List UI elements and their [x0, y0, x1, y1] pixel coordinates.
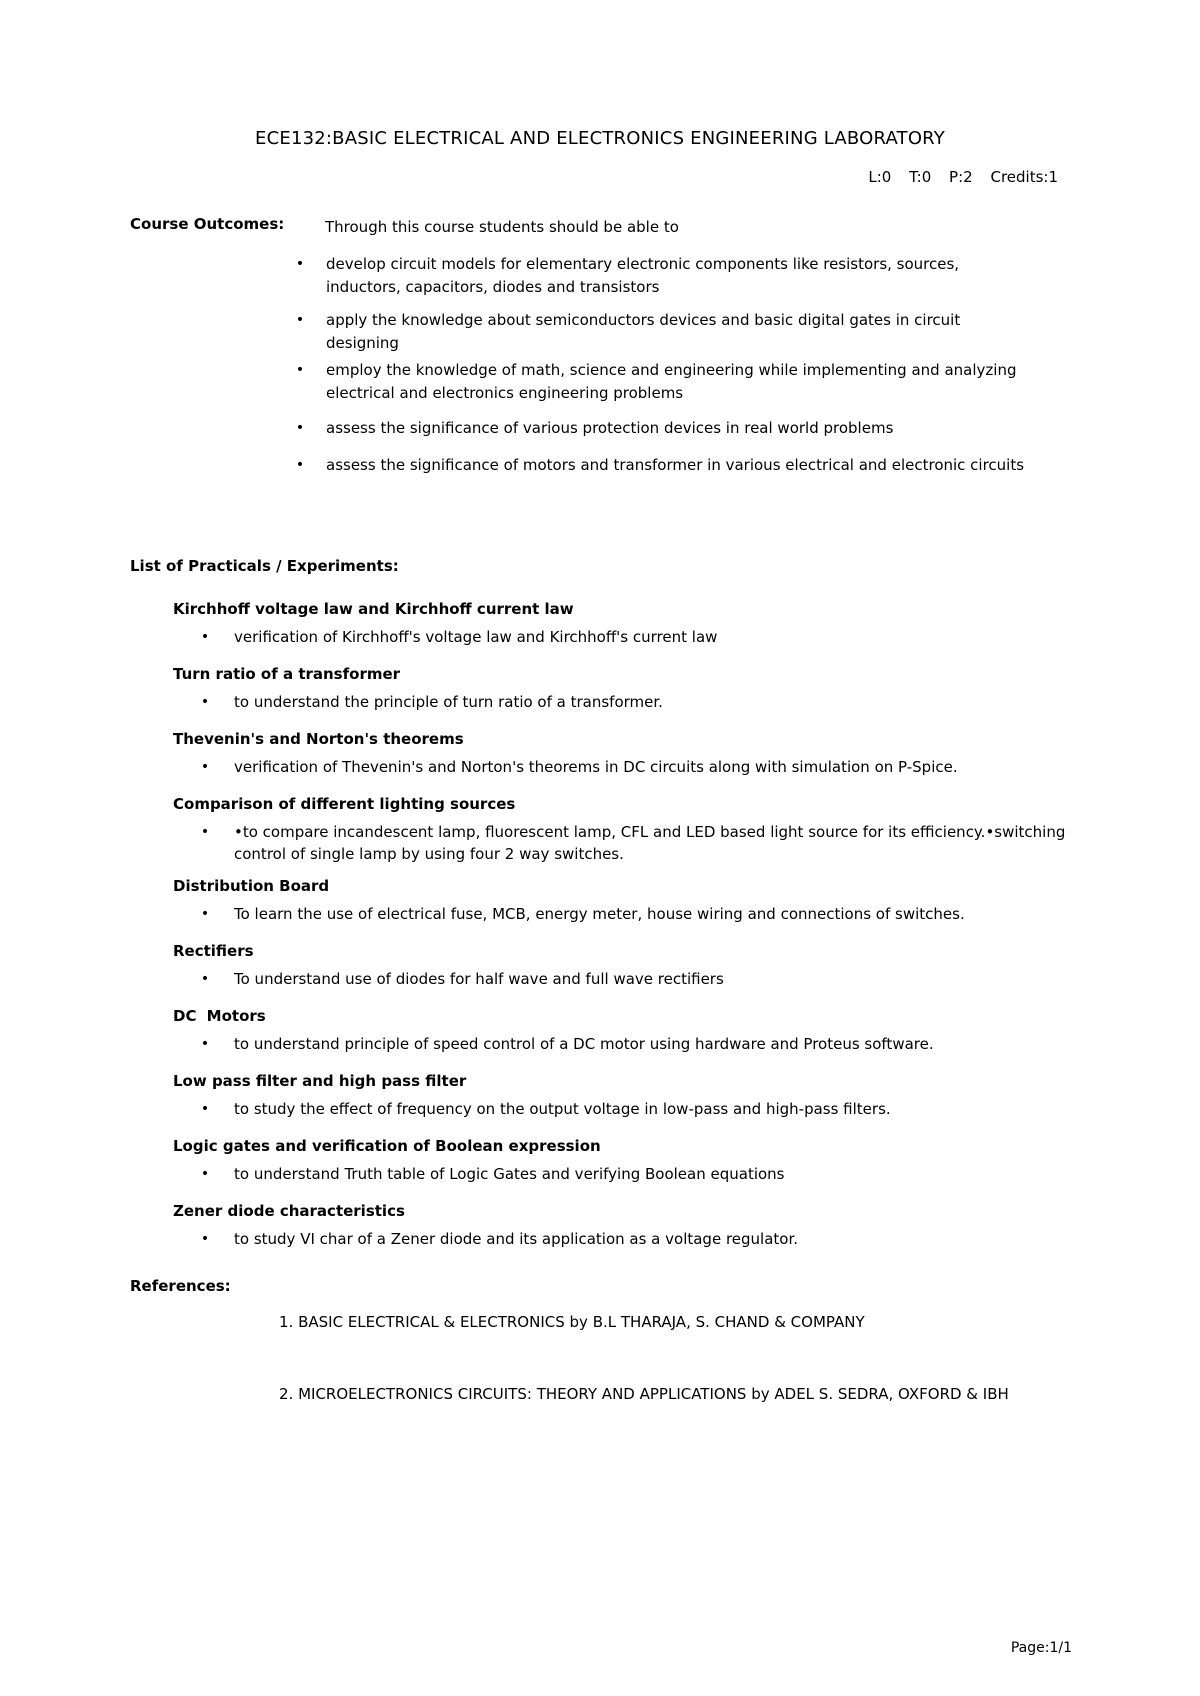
experiment [173, 1135, 1093, 1185]
course-outcomes-label: Course Outcomes: [130, 215, 285, 233]
experiment [173, 940, 1093, 990]
experiment-description: • verification of Thevenin's and Norton's theorems in DC circuits along with simulation on P-Spice. [173, 756, 1093, 778]
outcome-text: employ the knowledge of math, science and engineering while implementing and analyzing electrical and electronics engineering problems [326, 361, 1017, 402]
experiment-title: Logic gates and verification of Boolean expression [173, 1137, 601, 1155]
experiment-description: • to understand Truth table of Logic Gates and verifying Boolean equations [173, 1163, 1093, 1185]
experiment-title: Comparison of different lighting sources [173, 795, 516, 813]
experiment [173, 598, 1093, 648]
experiment-title: Turn ratio of a transformer [173, 665, 401, 683]
list-item [290, 359, 1030, 405]
experiment [173, 793, 1093, 865]
list-item [290, 309, 1030, 355]
bullet-icon: • [295, 312, 305, 328]
references-label: References: [130, 1277, 231, 1295]
course-outcomes-list [290, 253, 1030, 477]
bullet-icon: • [200, 1036, 210, 1052]
practicals-label: List of Practicals / Experiments: [130, 557, 399, 575]
experiment-title: Zener diode characteristics [173, 1202, 405, 1220]
course-outcomes-intro: Through this course students should be able to [325, 218, 679, 236]
outcome-text: assess the significance of various protection devices in real world problems [326, 419, 894, 437]
experiment [173, 875, 1093, 925]
list-item [290, 454, 1030, 477]
bullet-icon: • [200, 824, 210, 840]
outcome-text: develop circuit models for elementary electronic components like resistors, sources, inductors, capacitors, diodes and transistors [326, 255, 960, 296]
outcome-text: apply the knowledge about semiconductors devices and basic digital gates in circuit designing [326, 311, 961, 352]
bullet-icon: • [200, 1231, 210, 1247]
experiment-description: • verification of Kirchhoff's voltage law and Kirchhoff's current law [173, 626, 1093, 648]
experiment-title: Distribution Board [173, 877, 330, 895]
experiment-description: • •to compare incandescent lamp, fluorescent lamp, CFL and LED based light source for its efficiency.•switching control of single lamp by using four 2 way switches. [173, 821, 1093, 865]
experiment [173, 1005, 1093, 1055]
ltp-credits [868, 168, 1058, 186]
experiment [173, 728, 1093, 778]
experiment-description: • to study the effect of frequency on the output voltage in low-pass and high-pass filters. [173, 1098, 1093, 1120]
experiment-title: Thevenin's and Norton's theorems [173, 730, 464, 748]
experiment [173, 1200, 1093, 1250]
experiment-description: • To understand use of diodes for half wave and full wave rectifiers [173, 968, 1093, 990]
tutorial-hours: T:0 [909, 168, 932, 186]
experiment-description: • to study VI char of a Zener diode and its application as a voltage regulator. [173, 1228, 1093, 1250]
page-title: ECE132:BASIC ELECTRICAL AND ELECTRONICS ENGINEERING LABORATORY [255, 128, 945, 149]
bullet-icon: • [295, 420, 305, 436]
bullet-icon: • [200, 1166, 210, 1182]
experiment-description: • To learn the use of electrical fuse, MCB, energy meter, house wiring and connections of switches. [173, 903, 1093, 925]
credits: Credits:1 [990, 168, 1058, 186]
bullet-icon: • [295, 256, 305, 272]
bullet-icon: • [200, 1101, 210, 1117]
experiment-description: • to understand the principle of turn ratio of a transformer. [173, 691, 1093, 713]
practicals-list [173, 598, 1093, 1250]
experiment-title: Kirchhoff voltage law and Kirchhoff current law [173, 600, 574, 618]
lecture-hours: L:0 [868, 168, 892, 186]
experiment-description: • to understand principle of speed control of a DC motor using hardware and Proteus software. [173, 1033, 1093, 1055]
page-number: Page:1/1 [1010, 1640, 1072, 1656]
list-item [290, 417, 1030, 440]
experiment [173, 663, 1093, 713]
reference-item: 1. BASIC ELECTRICAL & ELECTRONICS by B.L THARAJA, S. CHAND & COMPANY [279, 1313, 865, 1331]
bullet-icon: • [200, 906, 210, 922]
bullet-icon: • [295, 362, 305, 378]
bullet-icon: • [200, 629, 210, 645]
experiment-title: DC Motors [173, 1007, 266, 1025]
experiment-title: Rectifiers [173, 942, 254, 960]
bullet-icon: • [200, 759, 210, 775]
bullet-icon: • [200, 971, 210, 987]
experiment [173, 1070, 1093, 1120]
list-item [290, 253, 1030, 299]
reference-item: 2. MICROELECTRONICS CIRCUITS: THEORY AND APPLICATIONS by ADEL S. SEDRA, OXFORD & IBH [279, 1385, 1009, 1403]
outcome-text: assess the significance of motors and transformer in various electrical and electronic circuits [326, 456, 1025, 474]
practical-hours: P:2 [949, 168, 973, 186]
experiment-title: Low pass filter and high pass filter [173, 1072, 467, 1090]
bullet-icon: • [200, 694, 210, 710]
bullet-icon: • [295, 457, 305, 473]
